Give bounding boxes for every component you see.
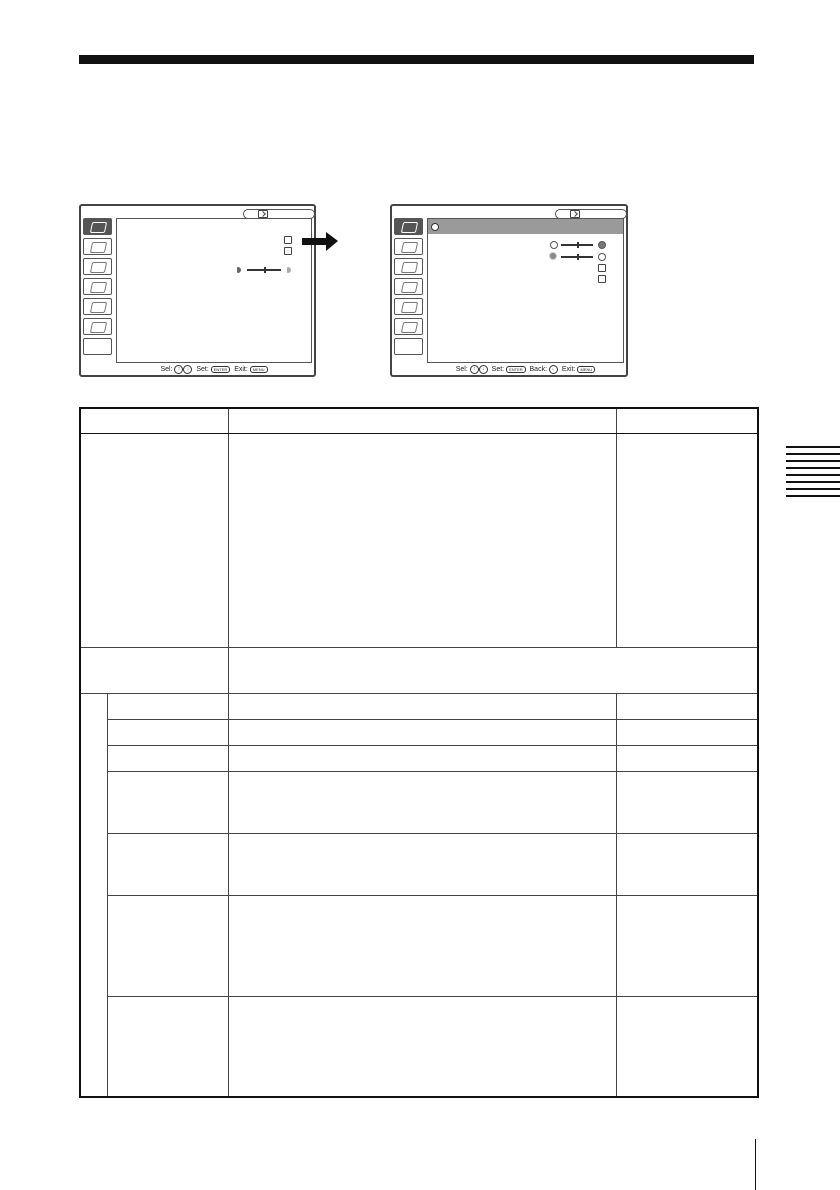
table-cell <box>229 433 617 647</box>
table-cell <box>617 433 759 647</box>
table-cell <box>229 719 617 745</box>
table-row <box>80 433 758 647</box>
menu-items-panel <box>427 218 624 363</box>
picture-menu-screen <box>79 204 316 377</box>
table-cell <box>108 719 229 745</box>
tab-picture[interactable] <box>83 218 112 235</box>
table-cell <box>229 745 617 771</box>
table-cell <box>617 771 759 833</box>
selected-row[interactable] <box>428 219 623 234</box>
table-cell <box>229 693 617 719</box>
setup-icon <box>90 262 107 273</box>
table-cell <box>108 693 229 719</box>
picture-detail-screen <box>390 204 628 377</box>
connection-icon <box>401 302 418 313</box>
input-icon <box>258 210 268 218</box>
brightness-low-icon <box>550 253 556 259</box>
enter-key: ENTER <box>211 366 231 373</box>
picture-mode-icon <box>431 223 439 231</box>
contrast-slider[interactable] <box>561 244 593 246</box>
table-cell <box>617 693 759 719</box>
table-cell <box>229 647 759 693</box>
menu-tab-column <box>394 218 424 358</box>
tab-blank <box>83 338 112 355</box>
table-row <box>80 647 758 693</box>
tab-menu-settings[interactable] <box>394 278 423 295</box>
top-rule <box>79 55 754 64</box>
footer-back-label: Back: <box>529 366 548 373</box>
picture-icon <box>401 222 418 233</box>
table-cell <box>229 771 617 833</box>
tab-setup[interactable] <box>394 258 423 275</box>
footer-set-label: Set: <box>491 366 505 373</box>
reset-icon[interactable] <box>284 236 292 244</box>
chapter-edge-marker <box>786 446 840 502</box>
page-number-divider <box>755 1139 756 1190</box>
table-cell <box>617 719 759 745</box>
tab-blank <box>394 338 423 355</box>
table-cell <box>229 996 617 1097</box>
tab-information[interactable] <box>83 318 112 335</box>
volume-slider[interactable] <box>247 269 281 271</box>
tab-screen[interactable] <box>83 238 112 255</box>
settings-table <box>79 407 759 1098</box>
footer-exit-label: Exit: <box>561 366 576 373</box>
tab-picture[interactable] <box>394 218 423 235</box>
footer-set-label: Set: <box>196 366 209 373</box>
arrow-up-icon: ↑ <box>174 365 183 374</box>
menu-settings-icon <box>90 282 107 293</box>
arrow-left-icon: ← <box>550 365 556 372</box>
table-row <box>80 895 758 996</box>
table-row <box>80 996 758 1097</box>
menu-key: MENU <box>577 366 595 373</box>
connection-icon <box>90 302 107 313</box>
table-cell <box>617 996 759 1097</box>
information-icon <box>401 322 418 333</box>
header-cell-description <box>229 408 617 433</box>
header-cell-default <box>617 408 759 433</box>
contrast-high-icon <box>598 241 606 249</box>
table-row <box>80 745 758 771</box>
picture-icon <box>90 222 107 233</box>
tab-connection[interactable] <box>394 298 423 315</box>
brightness-high-icon <box>598 253 606 261</box>
information-icon <box>90 322 107 333</box>
menu-tab-column <box>83 218 113 358</box>
table-cell <box>80 647 229 693</box>
setup-icon <box>401 262 418 273</box>
volume-low-icon <box>237 267 241 273</box>
menu-key: MENU <box>250 366 268 373</box>
arrow-down-icon: ↓ <box>183 365 192 374</box>
volume-high-icon <box>287 267 291 273</box>
tab-menu-settings[interactable] <box>83 278 112 295</box>
table-cell <box>108 996 229 1097</box>
table-cell <box>617 895 759 996</box>
header-cell-item <box>80 408 229 433</box>
color-temp-icon[interactable] <box>598 264 606 272</box>
table-row <box>80 719 758 745</box>
tab-information[interactable] <box>394 318 423 335</box>
footer-sel-label: Sel: <box>455 366 468 373</box>
table-row <box>80 833 758 895</box>
table-cell <box>617 745 759 771</box>
adjust-icon[interactable] <box>284 247 292 255</box>
screen-icon <box>90 242 107 253</box>
screen-footer <box>116 364 312 375</box>
footer-sel-label: Sel: <box>160 366 173 373</box>
table-row <box>80 771 758 833</box>
tab-setup[interactable] <box>83 258 112 275</box>
brightness-slider[interactable] <box>561 256 593 258</box>
contrast-low-icon <box>550 241 558 249</box>
table-header-row <box>80 408 758 433</box>
sharpness-icon[interactable] <box>598 275 606 283</box>
table-cell <box>108 745 229 771</box>
indent-cell <box>80 693 108 1097</box>
enter-key: ENTER <box>506 366 526 373</box>
footer-exit-label: Exit: <box>234 366 248 373</box>
input-icon <box>570 210 580 218</box>
screen-footer <box>427 364 624 375</box>
arrow-down-icon: ↓ <box>479 365 488 374</box>
transition-arrow-icon <box>302 238 328 245</box>
menu-settings-icon <box>401 282 418 293</box>
table-cell <box>617 833 759 895</box>
tab-screen[interactable] <box>394 238 423 255</box>
arrow-up-icon: ↑ <box>470 365 479 374</box>
menu-items-panel <box>116 218 312 363</box>
table-cell <box>108 833 229 895</box>
table-cell <box>108 771 229 833</box>
table-row <box>80 693 758 719</box>
table-cell <box>108 895 229 996</box>
table-cell <box>229 833 617 895</box>
tab-connection[interactable] <box>83 298 112 315</box>
screen-icon <box>401 242 418 253</box>
table-cell <box>229 895 617 996</box>
table-cell <box>80 433 229 647</box>
